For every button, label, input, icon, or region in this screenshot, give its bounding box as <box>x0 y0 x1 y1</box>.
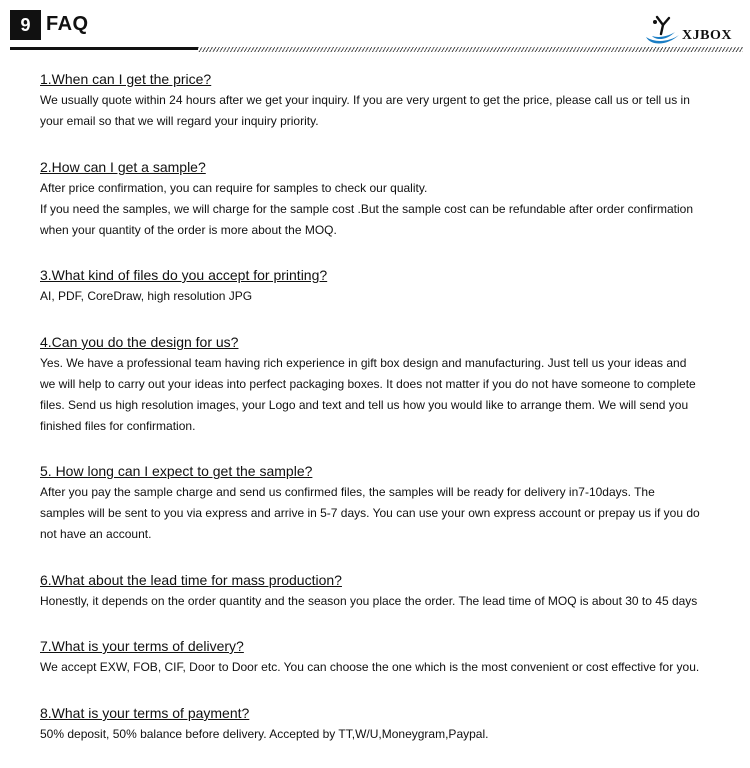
faq-question: 7.What is your terms of delivery? <box>40 638 244 654</box>
answer-line: Honestly, it depends on the order quantity and the season you place the order. The lead time of MOQ is about 30 to 45 days <box>40 594 698 608</box>
header-rule-hatched <box>198 47 743 52</box>
faq-answer <box>40 482 720 545</box>
answer-line: If you need the samples, we will charge for the sample cost .But the sample cost can be refundable after order confirmation <box>40 202 694 216</box>
faq-question: 6.What about the lead time for mass production? <box>40 572 342 588</box>
answer-line: when your quantity of the order is more about the MOQ. <box>40 223 337 237</box>
faq-item <box>40 158 720 241</box>
answer-line: we will help to carry out your ideas into perfect packaging boxes. It does not matter if you do not have someone to complete <box>40 377 696 391</box>
faq-item <box>40 571 720 612</box>
faq-answer <box>40 724 720 745</box>
faq-question: 8.What is your terms of payment? <box>40 705 250 721</box>
header-rule-solid <box>10 47 198 50</box>
section-header <box>0 0 750 60</box>
answer-line: We accept EXW, FOB, CIF, Door to Door etc. You can choose the one which is the most convenient or cost effective for you. <box>40 660 700 674</box>
answer-line: your email so that we will regard your inquiry priority. <box>40 114 319 128</box>
brand-logo <box>643 15 743 45</box>
answer-line: samples will be sent to you via express and arrive in 5-7 days. You can use your own express account or prepay us if you do <box>40 506 700 520</box>
answer-line: not have an account. <box>40 527 152 541</box>
answer-line: files. Send us high resolution images, your Logo and text and tell us how you would like to arrange them. We will send you <box>40 398 689 412</box>
answer-line: AI, PDF, CoreDraw, high resolution JPG <box>40 289 253 303</box>
answer-line: Yes. We have a professional team having rich experience in gift box design and manufacturing. Just tell us your ideas and <box>40 356 687 370</box>
answer-line: 50% deposit, 50% balance before delivery. Accepted by TT,W/U,Moneygram,Paypal. <box>40 727 489 741</box>
faq-question: 2.How can I get a sample? <box>40 159 206 175</box>
faq-answer <box>40 591 720 612</box>
faq-item <box>40 333 720 437</box>
faq-item <box>40 266 720 307</box>
section-title: FAQ <box>46 13 89 35</box>
faq-answer <box>40 657 720 678</box>
xjbox-swirl-icon <box>643 15 683 47</box>
answer-line: After price confirmation, you can require for samples to check our quality. <box>40 181 428 195</box>
logo-wordmark: XJBOX <box>682 28 732 43</box>
faq-question: 5. How long can I expect to get the sample? <box>40 463 313 479</box>
faq-question: 3.What kind of files do you accept for printing? <box>40 267 328 283</box>
faq-item <box>40 637 720 678</box>
faq-answer <box>40 353 720 437</box>
faq-answer <box>40 286 720 307</box>
faq-question: 1.When can I get the price? <box>40 71 212 87</box>
faq-item <box>40 70 720 132</box>
faq-question: 4.Can you do the design for us? <box>40 334 239 350</box>
faq-answer <box>40 178 720 241</box>
faq-item <box>40 462 720 545</box>
answer-line: finished files for confirmation. <box>40 419 196 433</box>
faq-item <box>40 704 720 745</box>
section-number-badge: 9 <box>10 10 41 40</box>
answer-line: After you pay the sample charge and send us confirmed files, the samples will be ready for delivery in7-10days. The <box>40 485 655 499</box>
answer-line: We usually quote within 24 hours after we get your inquiry. If you are very urgent to get the price, please call us or tell us in <box>40 93 690 107</box>
faq-answer <box>40 90 720 132</box>
